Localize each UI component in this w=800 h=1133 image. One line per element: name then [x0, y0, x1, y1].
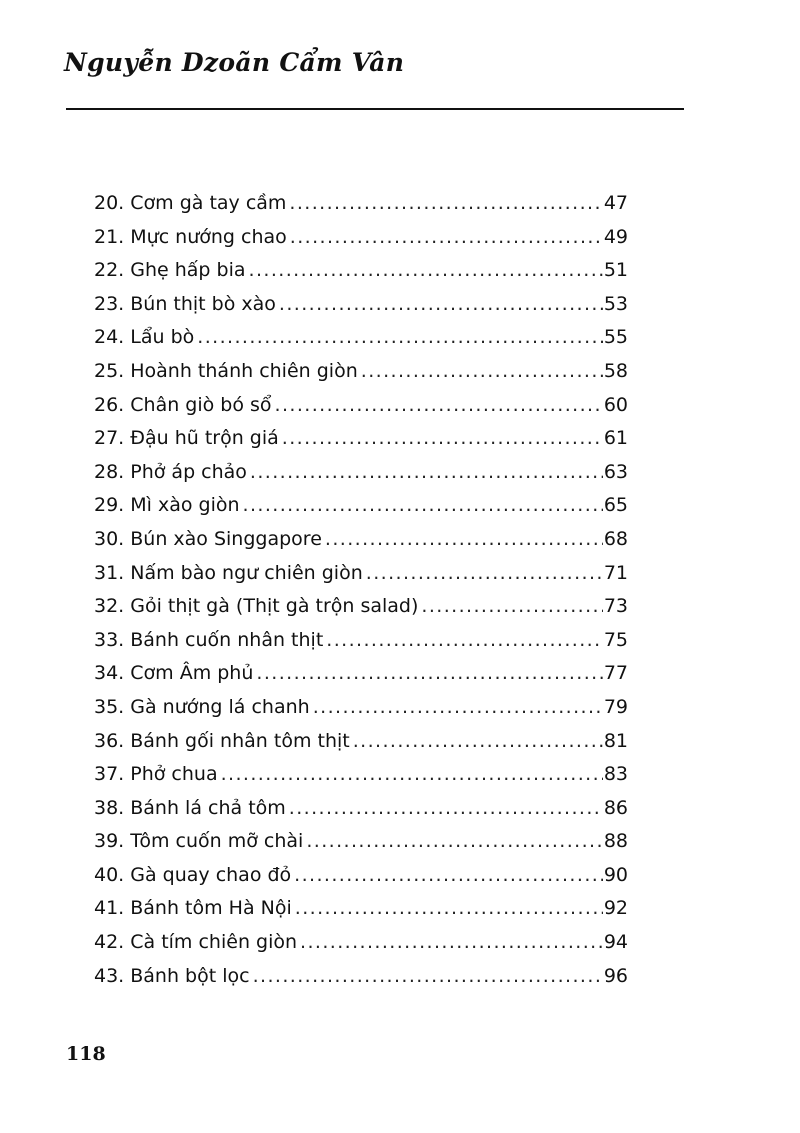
toc-entry-title: 37. Phở chua — [94, 763, 218, 786]
toc-entry-title: 29. Mì xào giòn — [94, 494, 240, 517]
toc-entry-title: 23. Bún thịt bò xào — [94, 292, 276, 315]
toc-entry-page: 83 — [603, 763, 628, 786]
toc-leader-dots — [249, 259, 603, 281]
toc-entry — [94, 897, 628, 931]
toc-entry-page: 81 — [603, 729, 628, 752]
toc-entry-title: 20. Cơm gà tay cầm — [94, 192, 287, 214]
toc-entry — [94, 864, 628, 898]
author-header: Nguyễn Dzoãn Cẩm Vân — [64, 48, 405, 77]
toc-entry — [94, 528, 628, 562]
toc-entry-title: 34. Cơm Âm phủ — [94, 662, 254, 685]
toc-entry-title: 27. Đậu hũ trộn giá — [94, 427, 279, 450]
toc-leader-dots — [289, 797, 603, 819]
toc-leader-dots — [366, 562, 603, 584]
toc-entry — [94, 931, 628, 965]
toc-leader-dots — [221, 763, 603, 785]
toc-entry — [94, 595, 628, 629]
toc-entry-page: 63 — [603, 460, 628, 483]
toc-entry-page: 96 — [603, 964, 628, 987]
toc-entry-title: 36. Bánh gối nhân tôm thịt — [94, 729, 350, 752]
toc-entry — [94, 360, 628, 394]
toc-leader-dots — [313, 696, 603, 718]
toc-entry-page: 61 — [603, 427, 628, 450]
toc-entry — [94, 461, 628, 495]
toc-entry-title: 26. Chân giò bó sổ — [94, 393, 272, 416]
toc-entry-page: 58 — [603, 359, 628, 382]
toc-entry — [94, 965, 628, 999]
toc-entry-page: 88 — [603, 830, 628, 853]
toc-entry — [94, 830, 628, 864]
toc-entry — [94, 629, 628, 663]
toc-entry-page: 73 — [603, 595, 628, 618]
toc-entry — [94, 562, 628, 596]
toc-entry — [94, 427, 628, 461]
toc-entry-title: 43. Bánh bột lọc — [94, 964, 250, 987]
toc-leader-dots — [295, 897, 603, 919]
toc-leader-dots — [256, 662, 602, 684]
toc-entry — [94, 326, 628, 360]
toc-entry-page: 94 — [603, 931, 628, 954]
toc-entry-title: 32. Gỏi thịt gà (Thịt gà trộn salad) — [94, 595, 419, 618]
toc-entry-title: 30. Bún xào Singgapore — [94, 527, 322, 550]
page-number: 118 — [66, 1043, 106, 1065]
toc-leader-dots — [325, 528, 603, 550]
toc-leader-dots — [290, 226, 603, 248]
toc-entry-title: 22. Ghẹ hấp bia — [94, 259, 246, 282]
toc-entry-page: 68 — [603, 527, 628, 550]
toc-leader-dots — [300, 931, 603, 953]
toc-entry-title: 33. Bánh cuốn nhân thịt — [94, 628, 324, 651]
toc-leader-dots — [197, 326, 603, 348]
toc-entry-page: 47 — [603, 192, 628, 214]
toc-leader-dots — [275, 394, 603, 416]
toc-entry-title: 40. Gà quay chao đỏ — [94, 863, 292, 886]
toc-entry — [94, 696, 628, 730]
table-of-contents — [94, 192, 628, 998]
toc-leader-dots — [282, 427, 603, 449]
toc-entry-title: 39. Tôm cuốn mỡ chài — [94, 830, 304, 853]
toc-entry-title: 28. Phở áp chảo — [94, 460, 247, 483]
toc-leader-dots — [279, 293, 603, 315]
toc-entry — [94, 259, 628, 293]
toc-entry-title: 38. Bánh lá chả tôm — [94, 796, 286, 819]
toc-entry-page: 92 — [603, 897, 628, 920]
toc-entry — [94, 293, 628, 327]
toc-entry — [94, 192, 628, 226]
toc-entry-title: 42. Cà tím chiên giòn — [94, 931, 298, 954]
toc-entry-page: 86 — [603, 796, 628, 819]
toc-leader-dots — [353, 730, 603, 752]
toc-leader-dots — [306, 830, 602, 852]
toc-entry-title: 35. Gà nướng lá chanh — [94, 695, 310, 718]
toc-entry-page: 55 — [603, 326, 628, 349]
toc-entry-page: 53 — [603, 292, 628, 315]
toc-entry — [94, 730, 628, 764]
toc-leader-dots — [289, 192, 602, 214]
toc-entry — [94, 763, 628, 797]
toc-entry-page: 77 — [603, 662, 628, 685]
toc-leader-dots — [250, 461, 603, 483]
toc-leader-dots — [361, 360, 603, 382]
toc-entry — [94, 394, 628, 428]
toc-entry-page: 65 — [603, 494, 628, 517]
toc-entry-page: 51 — [603, 259, 628, 282]
toc-entry-page: 79 — [603, 695, 628, 718]
toc-entry-page: 60 — [603, 393, 628, 416]
toc-entry-page: 90 — [603, 863, 628, 886]
toc-leader-dots — [326, 629, 603, 651]
toc-entry-title: 25. Hoành thánh chiên giòn — [94, 359, 358, 382]
toc-entry — [94, 494, 628, 528]
toc-entry — [94, 662, 628, 696]
toc-leader-dots — [253, 965, 603, 987]
toc-leader-dots — [294, 864, 603, 886]
toc-entry-page: 49 — [603, 225, 628, 248]
toc-entry — [94, 226, 628, 260]
header-rule — [66, 108, 684, 110]
toc-entry-title: 41. Bánh tôm Hà Nội — [94, 897, 292, 920]
toc-entry-title: 24. Lẩu bò — [94, 326, 195, 349]
toc-entry-page: 71 — [603, 561, 628, 584]
toc-entry — [94, 797, 628, 831]
toc-entry-page: 75 — [603, 628, 628, 651]
toc-leader-dots — [421, 595, 602, 617]
toc-leader-dots — [243, 494, 603, 516]
toc-entry-title: 31. Nấm bào ngư chiên giòn — [94, 561, 363, 584]
toc-entry-title: 21. Mực nướng chao — [94, 225, 287, 248]
